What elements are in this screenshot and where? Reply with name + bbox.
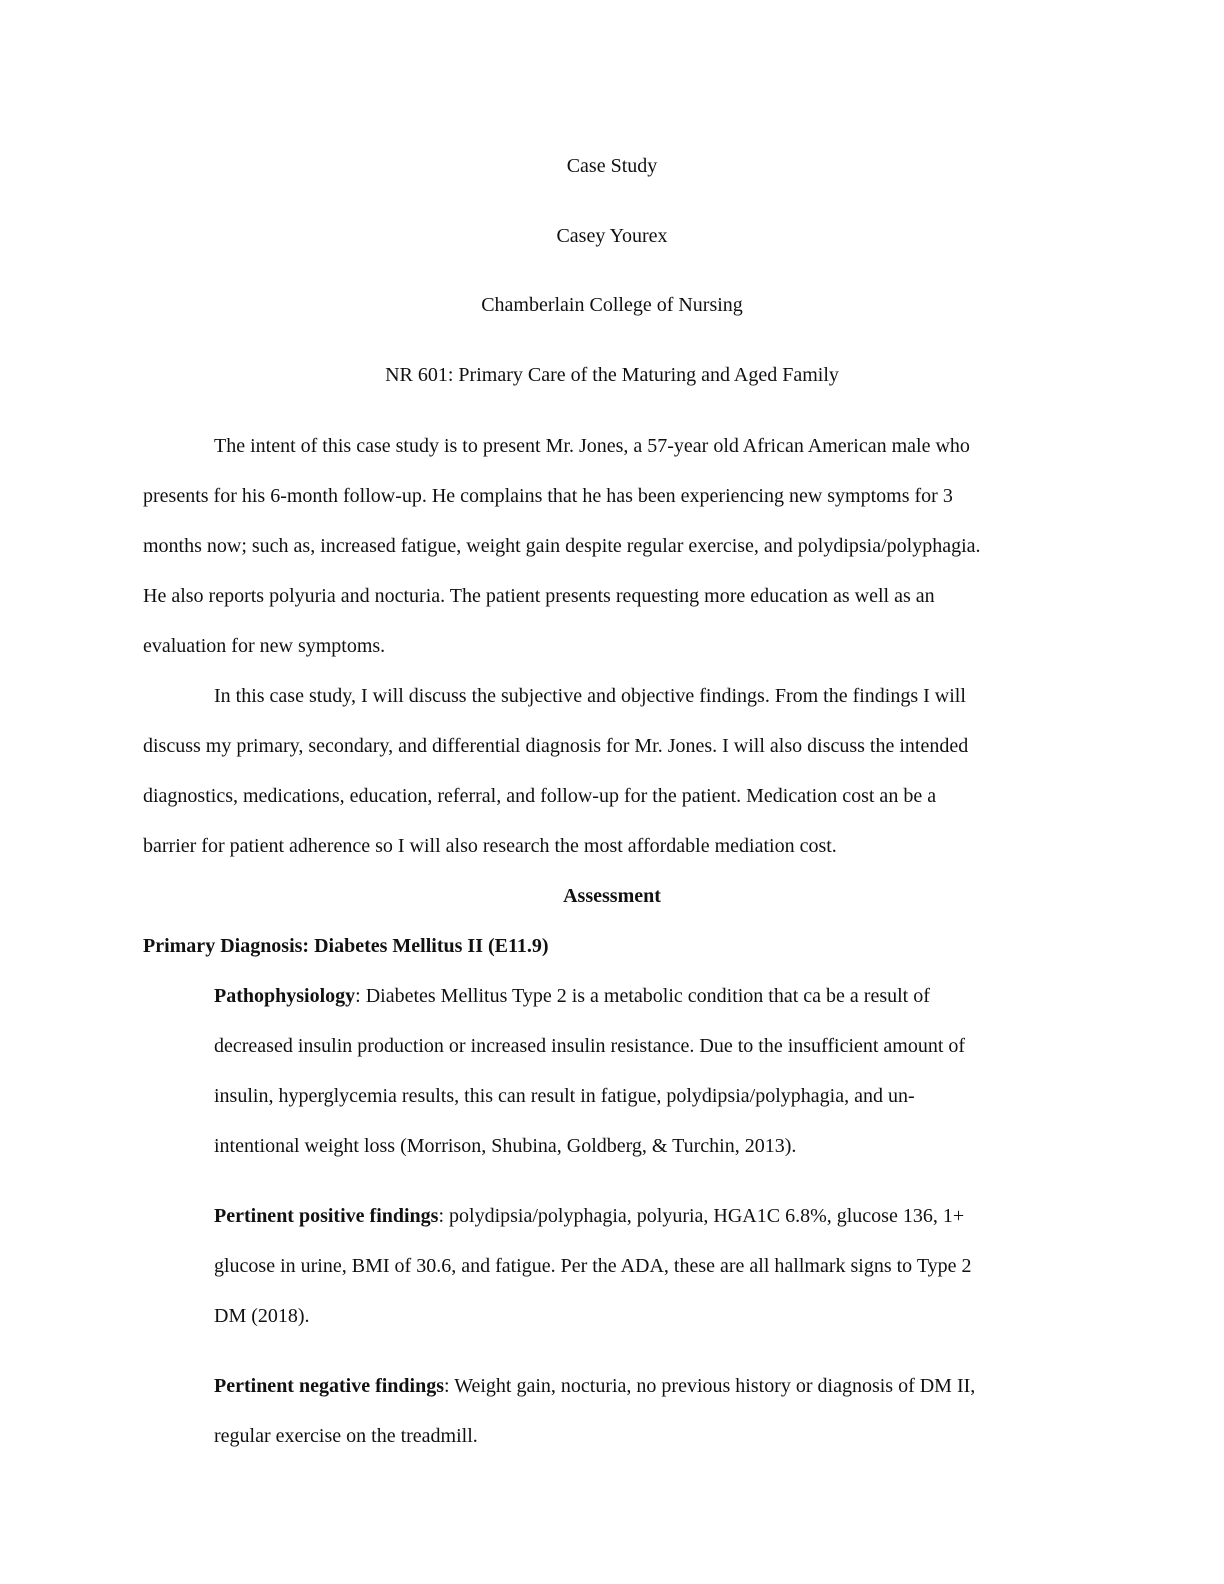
intro-p2-line: diagnostics, medications, education, referral, and follow-up for the patient. Medication cost an be a — [143, 785, 937, 807]
intro-p2-line: In this case study, I will discuss the subjective and objective findings. From the findings I will — [214, 685, 966, 707]
intro-p1-line: He also reports polyuria and nocturia. The patient presents requesting more education as well as an — [143, 585, 935, 607]
pathophysiology-label: Pathophysiology — [214, 985, 356, 1007]
positive-findings-label: Pertinent positive findings — [214, 1205, 439, 1227]
intro-p1-line: presents for his 6-month follow-up. He complains that he has been experiencing new symptoms for 3 — [143, 485, 953, 507]
pathophysiology-line: insulin, hyperglycemia results, this can result in fatigue, polydipsia/polyphagia, and un- — [214, 1085, 915, 1107]
intro-p1-line: evaluation for new symptoms. — [143, 635, 386, 657]
positive-findings-line: glucose in urine, BMI of 30.6, and fatigue. Per the ADA, these are all hallmark signs to Type 2 — [214, 1255, 972, 1277]
intro-p1-line: months now; such as, increased fatigue, weight gain despite regular exercise, and polydipsia/polyphagia. — [143, 535, 981, 557]
positive-findings-line: DM (2018). — [214, 1305, 310, 1327]
pathophysiology-line: Pathophysiology: Diabetes Mellitus Type 2 is a metabolic condition that ca be a result of — [214, 985, 930, 1007]
pathophysiology-line: intentional weight loss (Morrison, Shubina, Goldberg, & Turchin, 2013). — [214, 1135, 797, 1157]
assessment-heading: Assessment — [563, 885, 661, 907]
author-name: Casey Yourex — [556, 225, 668, 247]
course-title: NR 601: Primary Care of the Maturing and Aged Family — [385, 364, 839, 386]
negative-findings-line: Pertinent negative findings: Weight gain, nocturia, no previous history or diagnosis of DM II, — [214, 1375, 976, 1397]
document-title: Case Study — [566, 155, 658, 177]
institution-name: Chamberlain College of Nursing — [481, 294, 743, 316]
primary-diagnosis-heading: Primary Diagnosis: Diabetes Mellitus II (E11.9) — [143, 935, 549, 957]
pathophysiology-line: decreased insulin production or increased insulin resistance. Due to the insufficient amount of — [214, 1035, 966, 1057]
positive-findings-line: Pertinent positive findings: polydipsia/polyphagia, polyuria, HGA1C 6.8%, glucose 136, 1+ — [214, 1205, 965, 1227]
negative-findings-label: Pertinent negative findings — [214, 1375, 444, 1397]
intro-p2-line: barrier for patient adherence so I will also research the most affordable mediation cost. — [143, 835, 837, 857]
negative-findings-line: regular exercise on the treadmill. — [214, 1425, 478, 1447]
intro-p2-line: discuss my primary, secondary, and differential diagnosis for Mr. Jones. I will also discuss the intended — [143, 735, 969, 757]
intro-p1-line: The intent of this case study is to present Mr. Jones, a 57-year old African American male who — [214, 435, 970, 457]
